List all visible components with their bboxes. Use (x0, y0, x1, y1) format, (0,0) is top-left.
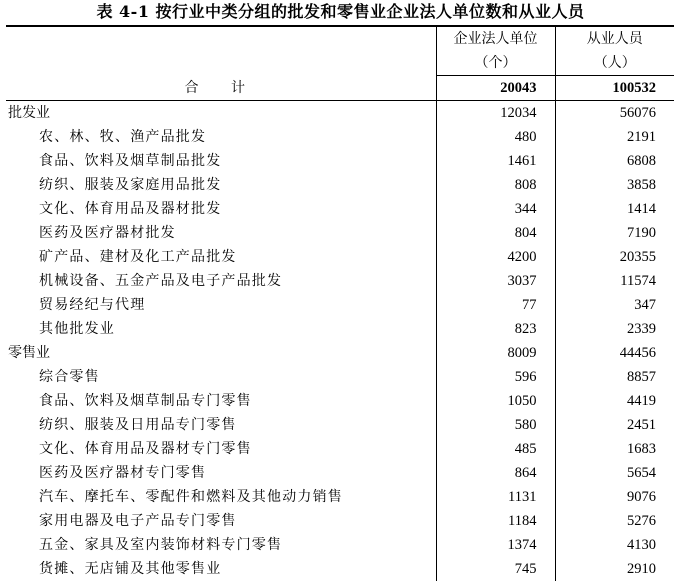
row-employees: 5654 (627, 465, 656, 481)
table-row (6, 269, 674, 293)
row-employees: 6808 (627, 153, 656, 169)
table-row (6, 293, 674, 317)
row-units: 1461 (436, 149, 555, 173)
row-units: 1374 (436, 533, 555, 557)
statistics-table (6, 25, 674, 581)
row-employees: 9076 (627, 489, 656, 505)
row-employees: 2910 (627, 561, 656, 577)
row-employees: 1683 (627, 441, 656, 457)
row-label: 文化、体育用品及器材专门零售 (6, 437, 436, 461)
table-row (6, 149, 674, 173)
header-blank (6, 26, 436, 76)
row-label: 货摊、无店铺及其他零售业 (6, 557, 436, 581)
table-row (6, 413, 674, 437)
row-units: 344 (436, 197, 555, 221)
table-row (6, 245, 674, 269)
row-label: 五金、家具及室内装饰材料专门零售 (6, 533, 436, 557)
row-units: 1184 (436, 509, 555, 533)
table-row (6, 461, 674, 485)
row-employees: 1414 (627, 201, 656, 217)
table-row (6, 317, 674, 341)
table-row-wholesale (6, 101, 674, 126)
row-employees: 2451 (627, 417, 656, 433)
row-label: 纺织、服装及家庭用品批发 (6, 173, 436, 197)
row-label: 食品、饮料及烟草制品专门零售 (6, 389, 436, 413)
row-units: 1050 (436, 389, 555, 413)
table-header (6, 26, 674, 76)
row-employees: 11574 (620, 273, 656, 289)
row-label: 农、林、牧、渔产品批发 (6, 125, 436, 149)
table-row-retail (6, 341, 674, 365)
row-label: 纺织、服装及日用品专门零售 (6, 413, 436, 437)
row-units: 864 (436, 461, 555, 485)
row-employees: 347 (634, 297, 656, 313)
table-row (6, 125, 674, 149)
total-employees: 100532 (555, 76, 674, 101)
row-units: 808 (436, 173, 555, 197)
table-row (6, 533, 674, 557)
table-row (6, 437, 674, 461)
row-units: 485 (436, 437, 555, 461)
row-label: 家用电器及电子产品专门零售 (6, 509, 436, 533)
row-employees: 4419 (627, 393, 656, 409)
header-units-unit: （个） (436, 51, 555, 76)
row-units: 804 (436, 221, 555, 245)
table-row (6, 389, 674, 413)
row-label: 零售业 (6, 341, 436, 365)
row-employees: 2191 (627, 129, 656, 145)
header-units-label: 企业法人单位 (436, 26, 555, 51)
row-units: 77 (436, 293, 555, 317)
row-employees: 7190 (627, 225, 656, 241)
row-employees: 56076 (619, 105, 656, 121)
row-label: 批发业 (6, 101, 436, 126)
row-units: 823 (436, 317, 555, 341)
row-label: 矿产品、建材及化工产品批发 (6, 245, 436, 269)
table-row (6, 485, 674, 509)
row-employees: 5276 (627, 513, 656, 529)
table-row (6, 197, 674, 221)
row-label: 汽车、摩托车、零配件和燃料及其他动力销售 (6, 485, 436, 509)
row-employees: 4130 (627, 537, 656, 553)
row-units: 745 (436, 557, 555, 581)
row-label: 其他批发业 (6, 317, 436, 341)
row-units: 12034 (436, 101, 555, 126)
table-row (6, 173, 674, 197)
row-employees: 20355 (619, 249, 656, 265)
row-units: 8009 (436, 341, 555, 365)
row-label: 综合零售 (6, 365, 436, 389)
table-row (6, 509, 674, 533)
row-units: 4200 (436, 245, 555, 269)
row-units: 1131 (436, 485, 555, 509)
row-label: 文化、体育用品及器材批发 (6, 197, 436, 221)
header-employees-label: 从业人员 (555, 26, 674, 51)
header-employees-unit: （人） (555, 51, 674, 76)
table-row (6, 365, 674, 389)
row-units: 596 (436, 365, 555, 389)
row-label: 医药及医疗器材专门零售 (6, 461, 436, 485)
row-label: 机械设备、五金产品及电子产品批发 (6, 269, 436, 293)
table-row (6, 221, 674, 245)
row-units: 3037 (436, 269, 555, 293)
row-employees: 44456 (619, 345, 656, 361)
row-label: 医药及医疗器材批发 (6, 221, 436, 245)
row-units: 480 (436, 125, 555, 149)
total-label: 合 计 (6, 76, 436, 101)
row-units: 580 (436, 413, 555, 437)
row-employees: 8857 (627, 369, 656, 385)
row-employees: 2339 (627, 321, 656, 337)
row-employees: 3858 (627, 177, 656, 193)
table-title: 表 4-1 按行业中类分组的批发和零售业企业法人单位数和从业人员 (96, 2, 585, 21)
row-label: 贸易经纪与代理 (6, 293, 436, 317)
row-label: 食品、饮料及烟草制品批发 (6, 149, 436, 173)
table-row (6, 557, 674, 581)
total-units: 20043 (436, 76, 555, 101)
total-row (6, 76, 674, 101)
